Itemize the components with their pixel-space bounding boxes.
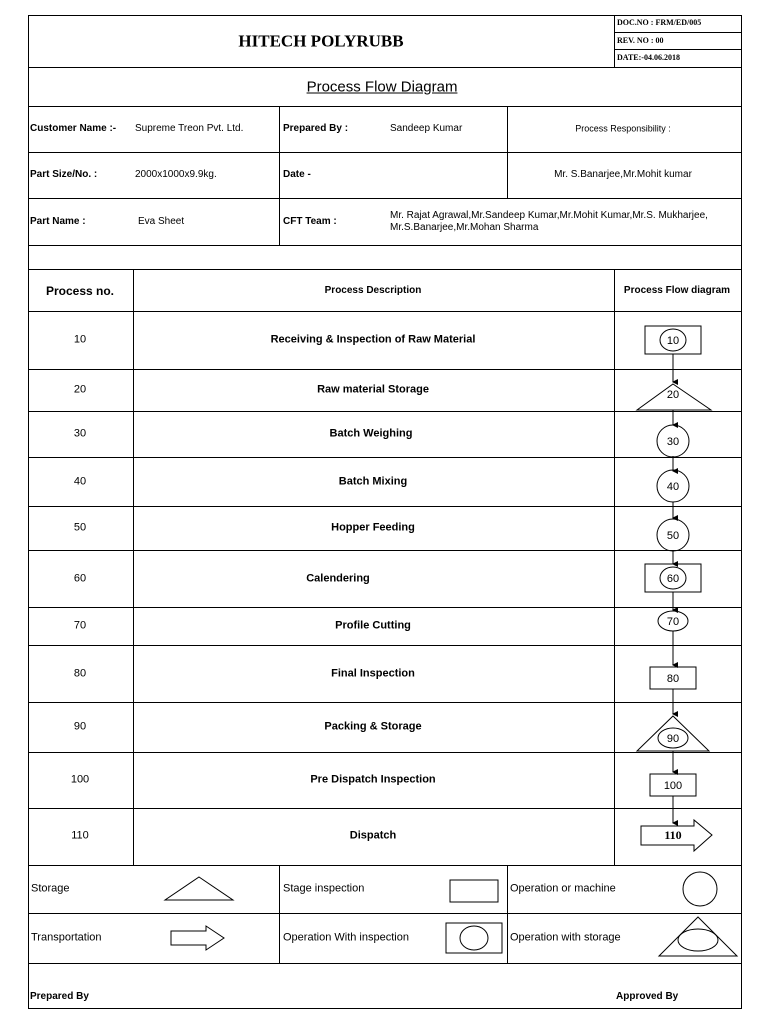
legend-stage-inspection-symbol <box>450 880 498 902</box>
process-number: 20 <box>73 383 87 396</box>
process-description: Final Inspection <box>331 667 415 680</box>
legend-operation-with-inspection-symbol <box>446 923 502 953</box>
symbol-label: 80 <box>666 673 680 685</box>
process-number: 70 <box>73 619 87 632</box>
process-description: Profile Cutting <box>335 619 411 632</box>
header-process-flow: Process Flow diagram <box>623 285 731 296</box>
document-date: DATE:-04.06.2018 <box>617 53 680 62</box>
part-size-label: Part Size/No. : <box>30 169 98 180</box>
approved-by-signature-label: Approved By <box>616 991 679 1002</box>
symbol-label: 60 <box>666 573 680 585</box>
customer-value: Supreme Treon Pvt. Ltd. <box>135 123 244 134</box>
customer-label: Customer Name :- <box>30 123 117 134</box>
legend-operation-symbol <box>683 872 717 906</box>
header-process-description: Process Description <box>324 285 422 296</box>
legend-transportation-symbol <box>171 926 224 950</box>
prepared-by-signature-label: Prepared By <box>30 991 89 1002</box>
process-description: Calendering <box>306 572 370 585</box>
page-title: Process Flow Diagram <box>306 78 458 96</box>
process-description: Hopper Feeding <box>331 521 415 534</box>
symbol-label: 70 <box>666 616 680 628</box>
company-name: HITECH POLYRUBB <box>238 31 404 51</box>
prepared-by-value: Sandeep Kumar <box>390 123 463 134</box>
date-label: Date - <box>283 169 311 180</box>
symbol-label: 30 <box>666 436 680 448</box>
cft-team-label: CFT Team : <box>283 216 337 227</box>
process-description: Dispatch <box>349 829 397 842</box>
legend-storage-symbol <box>165 877 233 900</box>
process-number: 40 <box>73 475 87 488</box>
legend-operation-with-storage-symbol <box>659 917 737 956</box>
symbol-label: 10 <box>666 335 680 347</box>
symbol-label: 40 <box>666 481 680 493</box>
process-description: Raw material Storage <box>317 383 429 396</box>
symbol-label: 20 <box>666 389 680 401</box>
responsibility-value: Mr. S.Banarjee,Mr.Mohit kumar <box>554 169 692 180</box>
process-description: Receiving & Inspection of Raw Material <box>270 333 476 346</box>
process-description: Packing & Storage <box>324 720 422 733</box>
process-number: 50 <box>73 521 87 534</box>
legend-stage-inspection-label: Stage inspection <box>283 882 365 895</box>
symbol-label: 110 <box>664 828 682 842</box>
process-description: Batch Weighing <box>329 427 413 440</box>
header-process-no: Process no. <box>45 284 115 298</box>
part-size-value: 2000x1000x9.9kg. <box>135 169 217 180</box>
legend-operation-with-storage-label: Operation with storage <box>510 931 621 944</box>
process-number: 80 <box>73 667 87 680</box>
part-name-label: Part Name : <box>30 216 86 227</box>
process-description: Batch Mixing <box>338 475 408 488</box>
revision-number: REV. NO : 00 <box>617 36 664 45</box>
process-number: 110 <box>71 829 89 842</box>
doc-number: DOC.NO : FRM/ED/005 <box>617 18 702 27</box>
cft-team-value: Mr. Rajat Agrawal,Mr.Sandeep Kumar,Mr.Mohit Kumar,Mr.S. Mukharjee, Mr.S.Banarjee,Mr.Mohan Sharma <box>390 210 708 233</box>
responsibility-label: Process Responsibility : <box>575 123 671 134</box>
process-number: 100 <box>70 773 90 786</box>
process-number: 10 <box>73 333 87 346</box>
legend-operation-with-inspection-label: Operation With inspection <box>283 931 409 944</box>
process-number: 90 <box>73 720 87 733</box>
legend-operation-label: Operation or machine <box>510 882 616 895</box>
symbol-label: 100 <box>663 780 683 792</box>
symbol-label: 90 <box>666 733 680 745</box>
prepared-by-label: Prepared By : <box>283 123 349 134</box>
process-number: 30 <box>73 427 87 440</box>
part-name-value: Eva Sheet <box>138 216 185 227</box>
legend-transportation-label: Transportation <box>31 931 102 944</box>
process-description: Pre Dispatch Inspection <box>310 773 436 786</box>
symbol-label: 50 <box>666 530 680 542</box>
process-number: 60 <box>73 572 87 585</box>
legend-storage-label: Storage <box>31 882 70 895</box>
